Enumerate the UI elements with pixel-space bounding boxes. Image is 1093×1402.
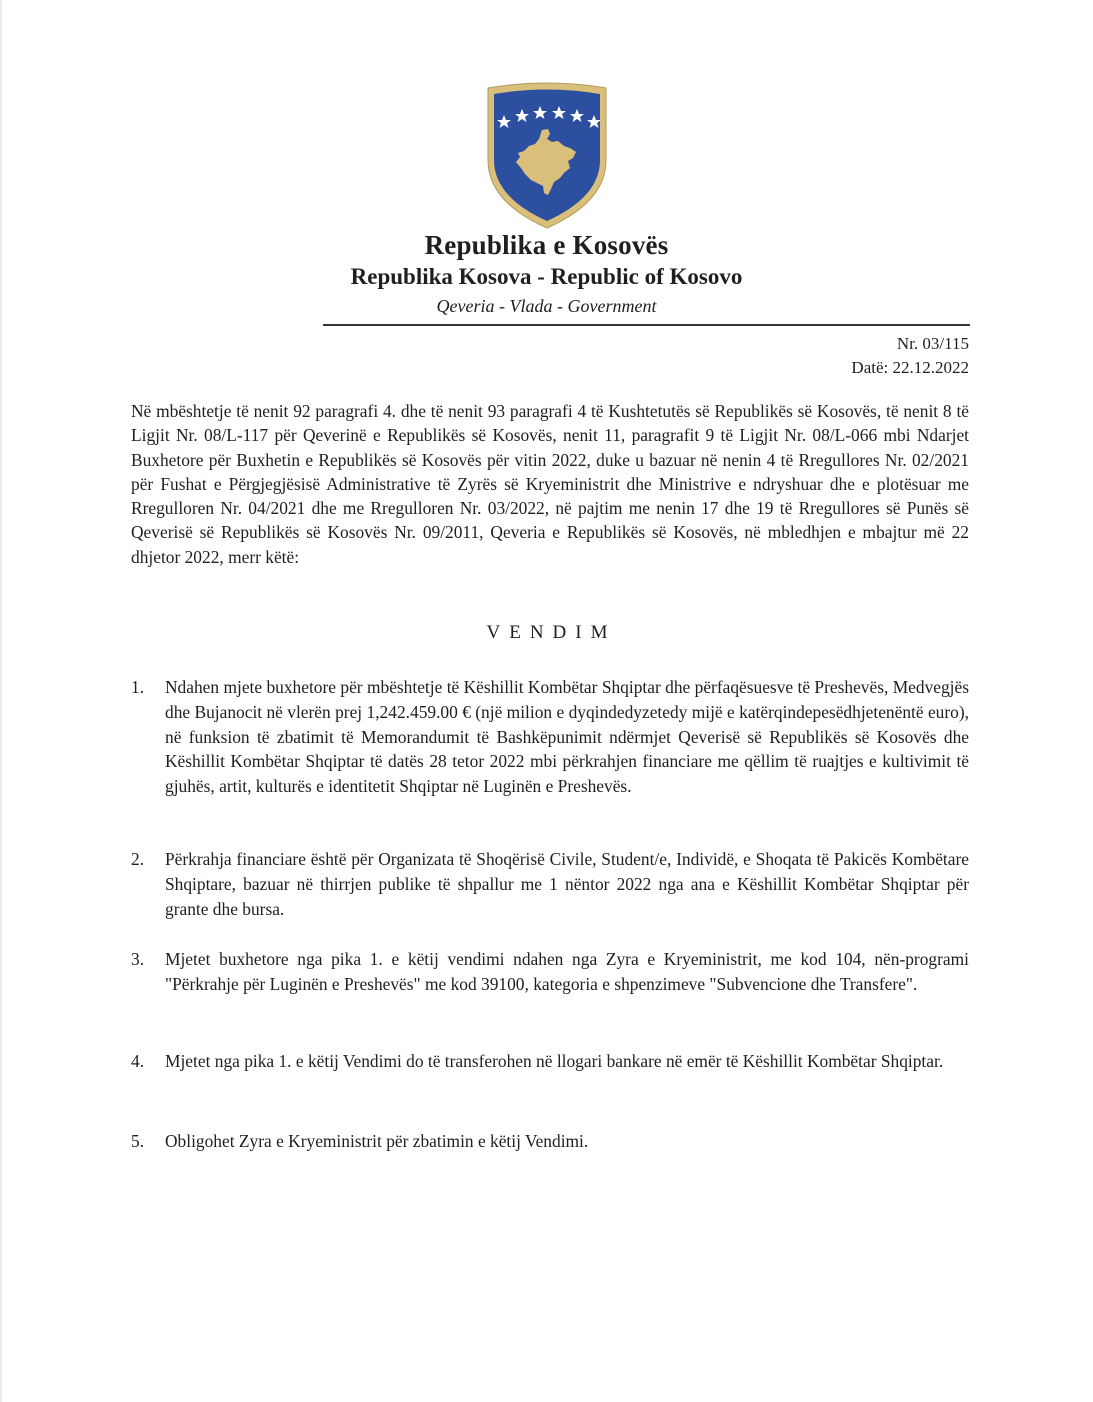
item-number: 3. [131,949,145,969]
decision-title: VENDIM [486,622,617,643]
decision-item [131,947,969,997]
coat-of-arms-icon [484,82,610,230]
decision-item [131,1129,969,1154]
item-number: 5. [131,1131,145,1151]
document-date: Datë: 22.12.2022 [851,358,969,377]
decision-item [131,675,969,799]
item-text: Ndahen mjete buxhetore për mbështetje të Këshillit Kombëtar Shqiptar dhe përfaqësuesve të Preshevës, Medvegjës dhe Bujanocit në vlerën prej 1,242.459.00 € (një milion e dyqindedyzetedy mijë e katërqindepesëdhjetenëntë euro), në funksion të zbatimit të Memorandumit të Bashkëpunimit ndërmjet Qeverisë së Republikës së Kosovës dhe Këshillit Kombëtar Shqiptar të datës 28 tetor 2022 mbi përkrahjen financiare me qëllim të ruajtjes e kultivimit të gjuhës, artit, kulturës e identitetit Shqiptar në Luginën e Preshevës. [165,677,969,797]
government-title: Qeveria - Vlada - Government [436,296,657,316]
scan-edge [0,0,2,1402]
preamble-paragraph: Në mbështetje të nenit 92 paragrafi 4. dhe të nenit 93 paragrafi 4 të Kushtetutës së Republikës së Kosovës, të nenit 8 të Ligjit Nr. 08/L-117 për Qeverinë e Republikës së Kosovës, nenit 11, paragrafit 9 të Ligjit Nr. 08/L-066 mbi Ndarjet Buxhetore për Buxhetin e Republikës së Kosovës për vitin 2022, duke u bazuar në nenin 4 të Rregullores Nr. 02/2021 për Fushat e Përgjegjësisë Administrative të Zyrës së Kryeministrit dhe Ministrive e ndryshuar dhe e plotësuar me Rregulloren Nr. 04/2021 dhe me Rregulloren Nr. 03/2022, në pajtim me nenin 17 dhe 19 të Rregullores së Punës së Qeverisë së Republikës së Kosovës Nr. 09/2011, Qeveria e Republikës së Kosovës, në mbledhjen e mbajtur më 22 dhjetor 2022, merr këtë: [131,401,969,567]
item-number: 2. [131,849,145,869]
item-text: Mjetet buxhetore nga pika 1. e këtij vendimi ndahen nga Zyra e Kryeministrit, me kod 104, nën-programi "Përkrahje për Luginën e Preshevës" me kod 39100, kategoria e shpenzimeve "Subvencione dhe Transfere". [165,949,969,994]
item-text: Mjetet nga pika 1. e këtij Vendimi do të transferohen në llogari bankare në emër të Këshillit Kombëtar Shqiptar. [165,1051,944,1071]
item-number: 1. [131,677,145,697]
item-text: Obligohet Zyra e Kryeministrit për zbatimin e këtij Vendimi. [165,1131,589,1151]
item-number: 4. [131,1051,145,1071]
decision-item [131,1049,969,1074]
country-name-multilingual: Republika Kosova - Republic of Kosovo [350,264,743,289]
decision-item [131,847,969,921]
header-divider [323,324,970,326]
document-number: Nr. 03/115 [896,334,969,353]
item-text: Përkrahja financiare është për Organizata të Shoqërisë Civile, Student/e, Individë, e Shoqata të Pakicës Kombëtare Shqiptare, bazuar në thirrjen publike të shpallur me 1 nëntor 2022 nga ana e Këshillit Kombëtar Shqiptar për grante dhe bursa. [165,849,969,919]
country-name-albanian: Republika e Kosovës [424,230,669,260]
